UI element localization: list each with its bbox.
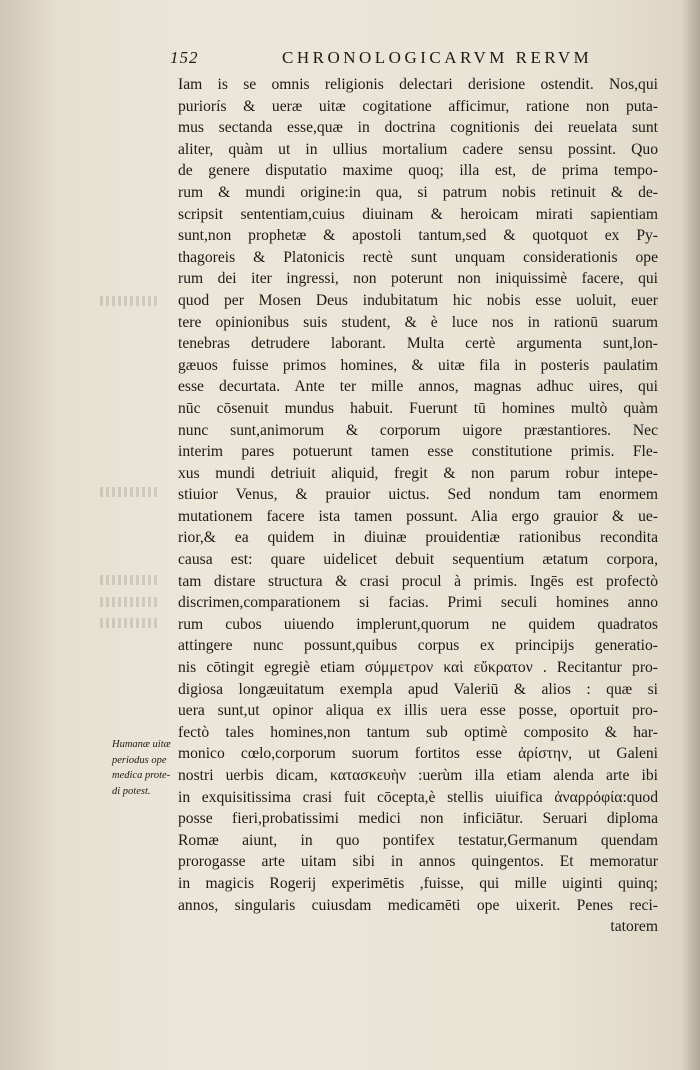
show-through-mark [100, 575, 160, 585]
marginal-note-line: medica prote- [112, 770, 171, 781]
text-line: nis cōtingit egregiè etiam σύμμετρον καὶ εὔκρατον . Recitantur pro- [178, 659, 658, 677]
text-line: stiuior Venus, & prauior uictus. Sed nondum tam enormem [178, 486, 658, 504]
text-line: puriorís & ueræ uitæ cogitatione afficimur, ratione non puta- [178, 97, 658, 115]
text-line: attingere nunc possunt,quibus corpus ex principijs generatio- [178, 637, 658, 655]
text-line: uera sunt,ut opinor aliqua ex illis uera esse posse, oportuit pro- [178, 702, 658, 720]
text-line: mus sectanda esse,quæ in doctrina cognitionis dei reuelata sunt [178, 119, 658, 137]
text-line: tere opinionibus suis student, & è luce nos in rationū suarum [178, 313, 658, 331]
text-line: nostri uerbis dicam, κατασκευὴν :uerùm illa etiam alenda arte ibi [178, 767, 658, 784]
running-title: CHRONOLOGICARVM RERVM [282, 48, 593, 67]
text-line: discrimen,comparationem si facias. Primi seculi homines anno [178, 594, 658, 612]
text-line: thagoreis & Platonicis rectè sunt unquam considerationis ope [178, 248, 658, 266]
text-line: esse decurtata. Ante ter mille annos, magnas adhuc uires, qui [178, 378, 658, 396]
gutter-shadow [682, 0, 700, 1070]
text-line: gæuos fuisse primos homines, & uitæ fila in posteris paulatim [178, 356, 658, 374]
marginal-note-line: Humanæ uitæ [112, 739, 171, 750]
text-line: posse fieri,probatissimi medici non inficiātur. Seruari diploma [178, 810, 658, 828]
marginal-note [112, 737, 176, 799]
text-line: interim pares potuerunt tamen esse constitutione primis. Fle- [178, 443, 658, 461]
text-line: Romæ aiunt, in quo pontifex testatur,Germanum quendam [178, 831, 658, 849]
text-line: fectò tales homines,non tantum sub optimè composito & har- [178, 723, 658, 741]
catchword: tatorem [610, 918, 658, 936]
text-line: rum cubos uiuendo implerunt,quorum ne quidem quadratos [178, 615, 658, 633]
show-through-mark [100, 618, 160, 628]
text-line: mutationem facere ista tamen possunt. Alia ergo grauior & ue- [178, 507, 658, 525]
marginal-note-line: periodus ope [112, 754, 167, 766]
running-head [170, 48, 630, 74]
text-line: causa est: quare uidelicet debuit sequentium ætatum corpora, [178, 551, 658, 569]
text-line: Iam is se omnis religionis delectari derisione ostendit. Nos,qui [178, 76, 658, 93]
text-line: de genere disputatio maxime quoq; illa est, de prima tempo- [178, 162, 658, 180]
text-line: in magicis Rogerij experimētis ,fuisse, qui mille uiginti quinq; [178, 874, 658, 892]
marginal-note-line: di potest. [112, 785, 151, 797]
text-line: xus mundi detriuit aliquid, fregit & non parum robur intepe- [178, 464, 658, 482]
text-line: aliter, quàm ut in ullius mortalium cadere sensu possint. Quo [178, 140, 658, 158]
body-text [178, 74, 658, 938]
show-through-mark [100, 597, 160, 607]
text-line: rior,& ea quidem in diuinæ prouidentiæ rationibus recondita [178, 529, 658, 547]
text-line: tenebras detrudere laborant. Multa certè argumenta sunt,lon- [178, 335, 658, 353]
text-line: scripsit sententiam,cuius diuinam & heroicam mirati sapientiam [178, 205, 658, 223]
text-line: prorogasse arte uitam sibi in annos quingentos. Et memoratur [178, 853, 658, 871]
text-line: rum & mundi origine:in qua, si patrum nobis retinuit & de- [178, 183, 658, 201]
show-through-mark [100, 296, 160, 306]
show-through-mark [100, 487, 160, 497]
text-line: sunt,non prophetæ & apostoli tantum,sed & quotquot ex Py- [178, 227, 658, 245]
text-line: tam distare structura & crasi procul à primis. Ingēs est profectò [178, 572, 658, 590]
text-line: annos, singularis cuiusdam medicamēti ope uixerit. Penes reci- [178, 896, 658, 914]
text-line: nunc sunt,animorum & corporum uigore præstantiores. Nec [178, 421, 658, 439]
text-line: quod per Mosen Deus indubitatum hic nobis esse uoluit, euer [178, 291, 658, 309]
text-line: rum dei iter ingressi, non poterunt non iniquissimè facere, qui [178, 270, 658, 288]
page-number: 152 [170, 48, 199, 67]
text-line: monico cœlo,corporum suorum fortitos esse ἀρίστην, ut Galeni [178, 745, 658, 763]
text-line: in exquisitissima crasi fuit cōcepta,è stellis uiuifica ἀναρρόφία:quod [178, 788, 658, 806]
text-line: digiosa longæuitatum exempla apud Valeriū & alios : quæ si [178, 680, 658, 698]
text-line: nūc cōsenuit mundus habuit. Fuerunt tū homines multò quàm [178, 399, 658, 417]
